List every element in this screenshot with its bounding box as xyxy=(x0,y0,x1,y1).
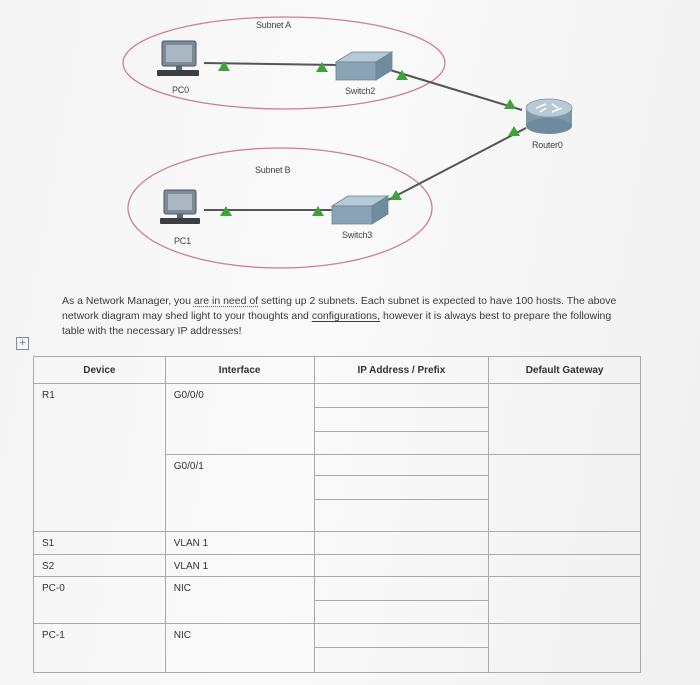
default-gateway-cell[interactable] xyxy=(489,577,641,624)
device-cell: PC-1 xyxy=(34,624,166,673)
paragraph-text: As a Network Manager, you xyxy=(62,295,194,307)
pc0-label: PC0 xyxy=(172,85,189,95)
table-header-row xyxy=(34,357,641,384)
default-gateway-cell[interactable] xyxy=(489,624,641,673)
link-up-icon xyxy=(504,99,516,109)
switch3-icon xyxy=(332,196,388,224)
pc1-label: PC1 xyxy=(174,236,191,246)
table-row-pc0 xyxy=(34,577,641,624)
device-cell: PC-0 xyxy=(34,577,166,624)
header-default-gateway: Default Gateway xyxy=(489,357,641,384)
ip-address-cell[interactable] xyxy=(314,624,489,673)
subnet-b-label: Subnet B xyxy=(255,165,291,175)
table-row-pc1 xyxy=(34,624,641,673)
device-cell: S2 xyxy=(34,555,166,577)
default-gateway-cell[interactable] xyxy=(489,555,641,577)
switch2-icon xyxy=(336,52,392,80)
default-gateway-cell[interactable] xyxy=(489,455,641,532)
default-gateway-cell[interactable] xyxy=(489,532,641,555)
paragraph-text-underlined: are in need of xyxy=(193,295,259,307)
switch2-label: Switch2 xyxy=(345,86,376,96)
ip-address-cell[interactable] xyxy=(314,384,489,455)
device-cell: S1 xyxy=(34,532,166,555)
router0-icon xyxy=(526,99,572,134)
switch3-label: Switch3 xyxy=(342,230,373,240)
ip-address-cell[interactable] xyxy=(314,555,489,577)
paragraph-text: setting up 2 subnets. Each subnet is expected to have 100 hosts. The above network diagram may shed light to your thoughts and xyxy=(62,295,617,322)
router0-label: Router0 xyxy=(532,140,563,150)
network-diagram xyxy=(0,0,700,290)
link-up-icon xyxy=(316,62,328,72)
interface-cell: G0/0/0 xyxy=(165,384,314,455)
pc0-computer-icon xyxy=(157,41,199,76)
ip-address-cell[interactable] xyxy=(314,577,489,624)
table-row-s2 xyxy=(34,555,641,577)
subnet-a-label: Subnet A xyxy=(256,20,291,30)
link-switch2-router0 xyxy=(390,70,522,110)
interface-cell: VLAN 1 xyxy=(165,555,314,577)
paragraph-link-text: configurations, xyxy=(311,310,381,322)
link-up-icon xyxy=(390,190,402,200)
link-switch3-router0 xyxy=(388,128,526,200)
ip-address-cell[interactable] xyxy=(314,455,489,532)
header-interface: Interface xyxy=(165,357,314,384)
table-row-s1 xyxy=(34,532,641,555)
interface-cell: NIC xyxy=(165,577,314,624)
table-row-r1-g000 xyxy=(34,384,641,455)
header-device: Device xyxy=(34,357,166,384)
instructions-paragraph xyxy=(62,294,622,339)
interface-cell: G0/0/1 xyxy=(165,455,314,532)
interface-cell: VLAN 1 xyxy=(165,532,314,555)
ip-address-table xyxy=(33,356,641,673)
header-ip-address: IP Address / Prefix xyxy=(314,357,489,384)
interface-cell: NIC xyxy=(165,624,314,673)
pc1-computer-icon xyxy=(160,190,200,224)
table-move-handle-icon[interactable]: + xyxy=(16,337,29,350)
ip-address-cell[interactable] xyxy=(314,532,489,555)
default-gateway-cell[interactable] xyxy=(489,384,641,455)
device-cell: R1 xyxy=(34,384,166,532)
paragraph-text: however it is always best to prepare the following table with the necessary IP addresses! xyxy=(62,310,612,337)
